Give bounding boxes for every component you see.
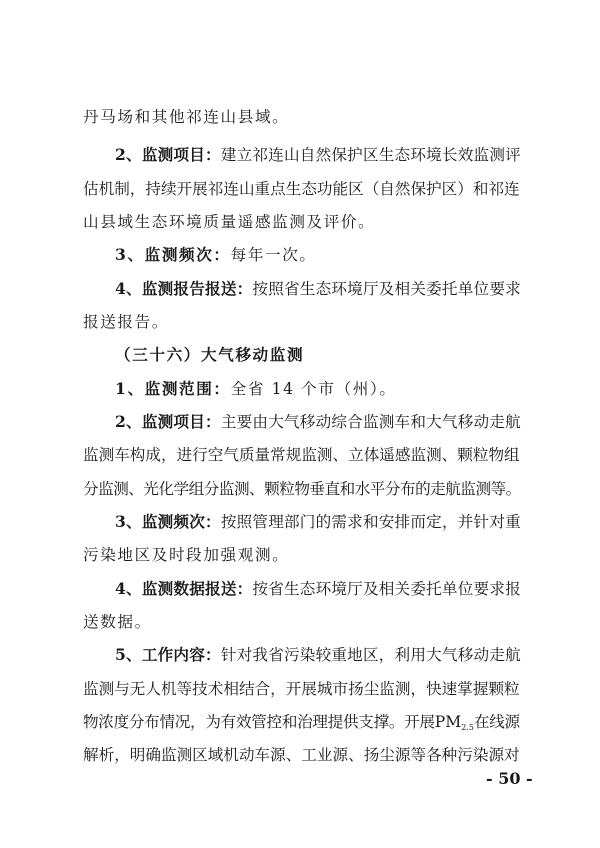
paragraph-line [83, 107, 289, 127]
paragraph-line [83, 445, 520, 465]
body-text: 针对我省污染较重地区，利用大气移动走航 [220, 646, 521, 664]
body-text: 解析，明确监测区域机动车源、工业源、扬尘源等各种污染源对 [83, 746, 520, 764]
item-label: 1、监测范围： [115, 379, 231, 398]
paragraph-line [83, 212, 375, 232]
paragraph-line [83, 312, 169, 332]
paragraph-line [115, 279, 521, 299]
body-text: 按照管理部门的需求和安排而定，并针对重 [220, 513, 521, 531]
paragraph-line [83, 545, 289, 565]
paragraph-line [83, 745, 520, 765]
body-text: 丹马场和其他祁连山县域。 [83, 108, 290, 126]
section-heading [115, 345, 304, 365]
body-text: 估机制，持续开展祁连山重点生态功能区（自然保护区）和祁连 [83, 180, 520, 198]
page-number: - 50 - [486, 769, 533, 788]
paragraph-line [83, 479, 521, 499]
body-text: 污染地区及时段加强观测。 [83, 546, 290, 564]
body-text: 主要由大气移动综合监测车和大气移动走航 [220, 413, 521, 431]
body-text: 每年一次。 [230, 246, 317, 264]
body-text: 物浓度分布情况，为有效管控和治理提供支撑。开展 [83, 713, 435, 731]
body-text: 全省 14 个市（州）。 [230, 380, 397, 398]
paragraph-line [115, 379, 397, 399]
body-text: 在线源 [473, 713, 520, 731]
item-label: 3、监测频次： [115, 245, 231, 264]
item-label: 3、监测频次： [115, 512, 221, 531]
pm-subscript: 2.5 [461, 723, 474, 732]
item-label: 4、监测数据报送： [115, 579, 253, 598]
paragraph-line [83, 679, 520, 699]
item-label: 4、监测报告报送： [115, 279, 253, 298]
pm-label: PM [434, 713, 462, 731]
body-text: 监测车构成，进行空气质量常规监测、立体遥感监测、颗粒物组 [83, 446, 520, 464]
paragraph-line [83, 712, 520, 735]
body-text: 建立祁连山自然保护区生态环境长效监测评 [220, 146, 521, 164]
paragraph-line [83, 612, 152, 632]
item-label: 2、监测项目： [115, 412, 221, 431]
paragraph-line [115, 145, 521, 165]
paragraph-line [115, 645, 521, 665]
body-text: 监测与无人机等技术相结合，开展城市扬尘监测，快速掌握颗粒 [83, 680, 520, 698]
paragraph-line [115, 579, 521, 599]
body-text: 分监测、光化学组分监测、颗粒物垂直和水平分布的走航监测等。 [83, 480, 521, 498]
body-text: 报送报告。 [83, 313, 169, 331]
body-text: 送数据。 [83, 613, 152, 631]
paragraph-line [83, 179, 520, 199]
paragraph-line [115, 412, 521, 432]
body-text: 按省生态环境厅及相关委托单位要求报 [252, 580, 521, 598]
body-text: 山县域生态环境质量遥感监测及评价。 [83, 213, 376, 231]
section-heading-text: （三十六）大气移动监测 [115, 345, 305, 364]
paragraph-line [115, 512, 521, 532]
item-label: 5、工作内容： [115, 645, 221, 664]
item-label: 2、监测项目： [115, 145, 221, 164]
body-text: 按照省生态环境厅及相关委托单位要求 [252, 280, 521, 298]
paragraph-line [115, 245, 317, 265]
